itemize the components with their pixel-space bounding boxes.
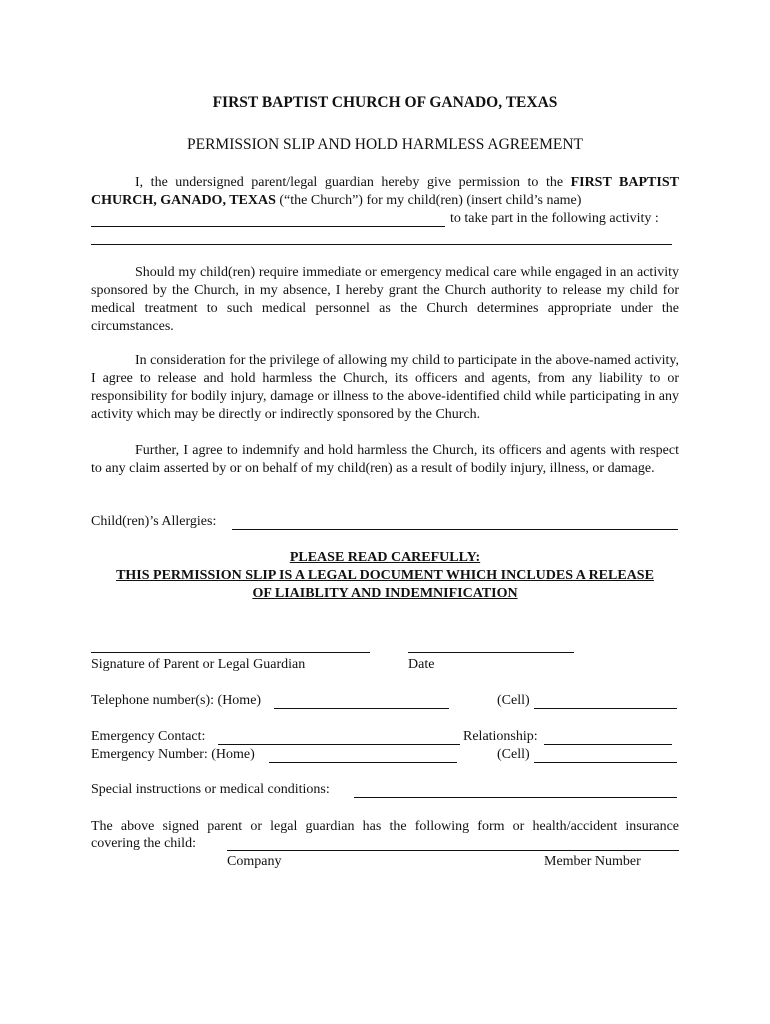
intro-text-1: I, the undersigned parent/legal guardian hereby give permission to the — [135, 175, 571, 190]
telephone-cell-label: (Cell) — [497, 693, 530, 708]
warning-line-2: THIS PERMISSION SLIP IS A LEGAL DOCUMENT WHICH INCLUDES A RELEASE — [116, 568, 654, 583]
insurance-covering-text: covering the child: — [91, 836, 196, 851]
document-subtitle: PERMISSION SLIP AND HOLD HARMLESS AGREEMENT — [186, 136, 583, 153]
telephone-cell-line[interactable] — [534, 708, 677, 709]
emergency-cell-label: (Cell) — [497, 747, 530, 762]
signature-line[interactable] — [91, 652, 370, 653]
signature-label: Signature of Parent or Legal Guardian — [91, 657, 306, 672]
emergency-contact-label: Emergency Contact: — [91, 729, 206, 744]
activity-text: to take part in the following activity : — [450, 211, 659, 226]
activity-line[interactable] — [91, 244, 672, 245]
insurance-line[interactable] — [227, 850, 679, 851]
allergies-label: Child(ren)’s Allergies: — [91, 514, 217, 529]
date-line[interactable] — [408, 652, 574, 653]
insurance-text: The above signed parent or legal guardian has the following form or health/accident insurance — [91, 819, 679, 834]
allergies-line[interactable] — [232, 529, 678, 530]
telephone-home-line[interactable] — [274, 708, 449, 709]
member-number-label: Member Number — [544, 854, 641, 869]
relationship-label: Relationship: — [463, 729, 538, 744]
emergency-home-line[interactable] — [269, 762, 457, 763]
emergency-contact-line[interactable] — [218, 744, 460, 745]
indemnify-paragraph: Further, I agree to indemnify and hold harmless the Church, its officers and agents with respect to any claim asserted by or on behalf of my child(ren) as a result of bodily injury, illness, or damage. — [91, 443, 679, 476]
special-instructions-label: Special instructions or medical conditions: — [91, 782, 330, 797]
intro-paragraph — [91, 174, 679, 210]
church-name: FIRST BAPTIST CHURCH, GANADO, TEXAS — [91, 175, 679, 208]
warning-heading: PLEASE READ CAREFULLY: — [289, 550, 481, 565]
warning-line-3: OF LIAIBLITY AND INDEMNIFICATION — [252, 586, 518, 601]
medical-paragraph: Should my child(ren) require immediate or emergency medical care while engaged in an activity sponsored by the Church, in my absence, I hereby grant the Church authority to release my child for medical treatment to such medical personnel as the Church determines appropriate under the circumstances. — [91, 265, 679, 334]
release-paragraph: In consideration for the privilege of allowing my child to participate in the above-named activity, I agree to release and hold harmless the Church, its officers and agents, from any liability to or responsibility for bodily injury, damage or illness to the above-identified child while participating in any activity which may be directly or indirectly sponsored by the Church. — [91, 353, 679, 422]
date-label: Date — [408, 657, 435, 672]
relationship-line[interactable] — [544, 744, 672, 745]
special-instructions-line[interactable] — [354, 797, 677, 798]
emergency-number-label: Emergency Number: (Home) — [91, 747, 255, 762]
company-label: Company — [227, 854, 282, 869]
document-title: FIRST BAPTIST CHURCH OF GANADO, TEXAS — [212, 94, 558, 111]
emergency-cell-line[interactable] — [534, 762, 677, 763]
intro-text-2: (“the Church”) for my child(ren) (insert child’s name) — [275, 193, 582, 208]
child-name-line[interactable] — [91, 226, 445, 227]
telephone-home-label: Telephone number(s): (Home) — [91, 693, 262, 708]
